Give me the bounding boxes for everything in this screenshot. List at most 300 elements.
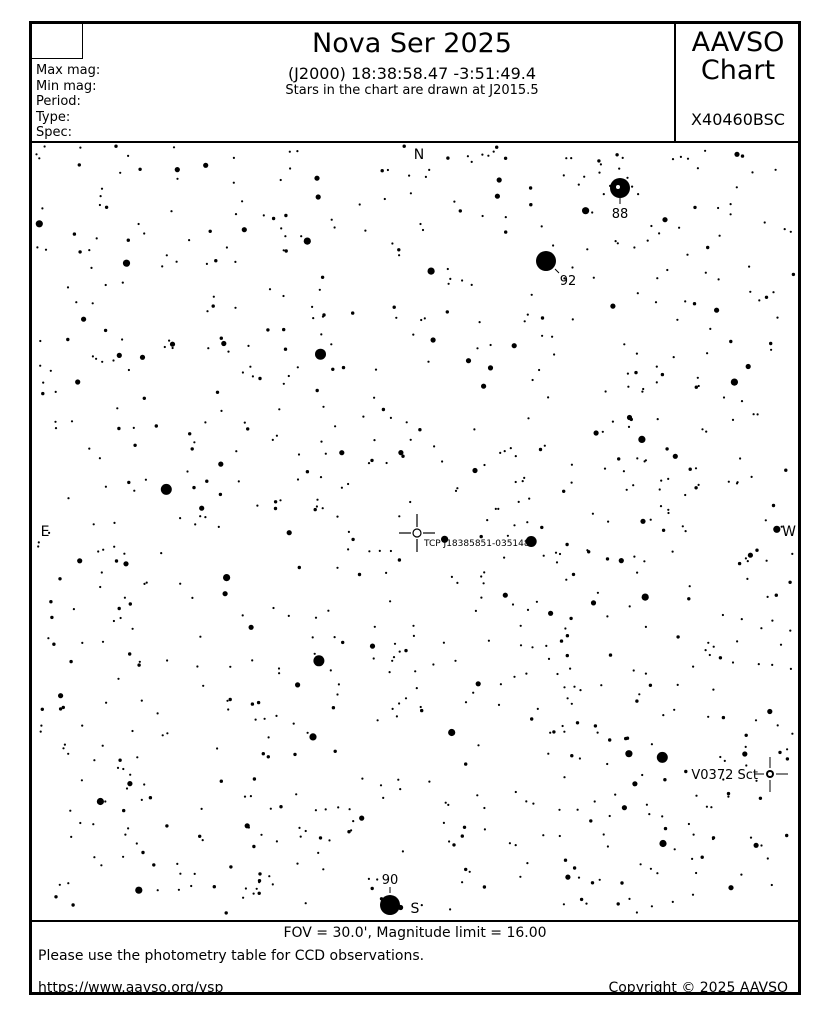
field-star xyxy=(773,526,780,533)
field-star xyxy=(129,602,132,605)
field-star xyxy=(284,348,287,351)
field-star xyxy=(270,808,272,810)
field-star xyxy=(760,844,762,846)
field-star xyxy=(36,220,43,227)
field-star xyxy=(268,875,270,877)
field-star xyxy=(280,179,282,181)
field-star xyxy=(486,519,488,521)
field-star xyxy=(719,656,722,659)
field-star xyxy=(213,885,216,888)
field-star xyxy=(191,597,193,599)
field-star xyxy=(341,641,344,644)
chart-title: Nova Ser 2025 xyxy=(312,28,512,59)
field-star xyxy=(137,663,140,666)
field-star xyxy=(753,413,755,415)
field-star xyxy=(138,223,140,225)
field-star xyxy=(368,550,370,552)
field-star xyxy=(373,657,375,659)
brand-line-2: Chart xyxy=(700,55,776,86)
field-star xyxy=(117,678,119,680)
field-star xyxy=(314,176,319,181)
field-star xyxy=(710,806,712,808)
field-star xyxy=(305,830,307,832)
field-star xyxy=(483,571,485,573)
field-star xyxy=(391,660,393,662)
field-star xyxy=(399,651,401,653)
field-star xyxy=(127,781,132,786)
vsp-link[interactable]: https://www.aavso.org/vsp xyxy=(38,980,224,996)
field-star xyxy=(651,743,653,745)
field-star xyxy=(283,383,285,385)
star-field xyxy=(32,141,802,920)
field-star xyxy=(723,396,725,398)
field-star xyxy=(507,535,509,537)
field-star xyxy=(41,708,44,711)
field-star xyxy=(531,294,533,296)
field-star xyxy=(425,176,427,178)
field-star xyxy=(751,476,753,478)
field-star xyxy=(578,184,580,186)
field-star xyxy=(757,413,759,415)
field-star xyxy=(656,872,658,874)
field-star xyxy=(758,299,760,301)
field-star xyxy=(397,779,399,781)
field-star xyxy=(296,150,298,152)
field-star xyxy=(628,426,630,428)
field-star xyxy=(637,292,639,294)
field-star xyxy=(777,724,779,726)
comp-label-92: 92 xyxy=(559,274,577,289)
field-star xyxy=(272,217,275,220)
field-star xyxy=(226,246,228,248)
field-star xyxy=(133,444,136,447)
field-star xyxy=(67,286,69,288)
field-star xyxy=(563,731,565,733)
field-star xyxy=(736,640,738,642)
field-star xyxy=(102,641,104,643)
field-star xyxy=(515,844,517,846)
field-star xyxy=(161,265,163,267)
field-star xyxy=(212,304,215,307)
field-star xyxy=(41,392,44,395)
field-star xyxy=(93,856,95,858)
field-star xyxy=(50,370,52,372)
field-star xyxy=(497,508,499,510)
field-star xyxy=(745,746,747,748)
field-star xyxy=(113,620,115,622)
field-star xyxy=(636,457,638,459)
field-star xyxy=(143,232,145,234)
south-label: S xyxy=(410,901,420,917)
field-star xyxy=(419,223,421,225)
field-star xyxy=(99,204,101,206)
field-star xyxy=(100,864,102,866)
field-star xyxy=(576,721,579,724)
field-star xyxy=(672,551,674,553)
field-star xyxy=(202,685,204,687)
field-star xyxy=(234,261,236,263)
field-star xyxy=(578,877,580,879)
field-star xyxy=(738,562,741,565)
field-star xyxy=(524,320,526,322)
field-star xyxy=(562,490,565,493)
field-star xyxy=(342,366,345,369)
field-star xyxy=(722,614,724,616)
field-star xyxy=(96,237,98,239)
field-star xyxy=(331,368,334,371)
field-star xyxy=(527,417,529,419)
field-star xyxy=(284,235,286,237)
field-star xyxy=(530,203,532,205)
field-star xyxy=(75,379,80,384)
field-star xyxy=(525,800,527,802)
field-star xyxy=(473,428,475,430)
field-star xyxy=(44,145,46,147)
max-mag-label: Max mag: xyxy=(36,63,101,78)
field-star xyxy=(788,581,791,584)
field-star xyxy=(319,289,321,291)
field-star xyxy=(248,826,250,828)
field-star xyxy=(129,774,131,776)
field-star xyxy=(155,424,158,427)
field-star xyxy=(336,516,338,518)
field-star xyxy=(49,600,52,603)
field-star xyxy=(203,163,208,168)
field-star xyxy=(481,384,486,389)
field-star xyxy=(504,157,507,160)
field-star xyxy=(480,597,482,599)
field-star xyxy=(432,663,434,665)
west-label: W xyxy=(782,524,796,540)
field-star xyxy=(617,242,619,244)
field-star xyxy=(556,673,558,675)
field-star xyxy=(579,689,581,691)
field-star xyxy=(245,887,247,889)
field-star xyxy=(316,194,321,199)
field-star xyxy=(140,355,145,360)
field-star xyxy=(479,321,481,323)
field-star xyxy=(484,828,486,830)
field-star xyxy=(227,708,229,710)
field-star xyxy=(390,417,392,419)
field-star xyxy=(193,441,195,443)
field-star xyxy=(446,156,449,159)
field-star xyxy=(789,630,791,632)
field-star xyxy=(558,809,560,811)
field-star xyxy=(597,159,600,162)
field-star xyxy=(570,754,573,757)
field-star xyxy=(311,306,313,308)
field-star xyxy=(168,340,170,342)
field-star xyxy=(145,479,147,481)
field-star xyxy=(746,578,748,580)
field-star xyxy=(293,723,295,725)
field-star xyxy=(749,291,751,293)
field-star xyxy=(408,175,410,177)
field-star xyxy=(644,460,646,462)
field-star xyxy=(447,268,449,270)
field-star xyxy=(112,359,114,361)
field-star xyxy=(638,693,640,695)
field-star xyxy=(582,207,589,214)
field-star xyxy=(660,480,662,482)
comparison-star-90 xyxy=(380,873,400,915)
field-star xyxy=(740,874,742,876)
field-star xyxy=(687,158,689,160)
field-star xyxy=(617,902,620,905)
field-star xyxy=(289,167,291,169)
field-star xyxy=(656,366,658,368)
field-star xyxy=(627,373,629,375)
field-star xyxy=(398,702,400,704)
field-star xyxy=(213,296,215,298)
field-star xyxy=(471,161,473,163)
field-star xyxy=(650,225,652,227)
field-star xyxy=(101,571,103,573)
field-star xyxy=(206,263,208,265)
field-star xyxy=(267,755,270,758)
field-star xyxy=(707,716,709,718)
field-star xyxy=(765,519,767,521)
variable-info-fields xyxy=(36,63,100,141)
field-star xyxy=(712,689,714,691)
field-star xyxy=(420,706,422,708)
star-field-plot xyxy=(32,141,798,920)
field-star xyxy=(658,232,660,234)
field-star xyxy=(359,203,361,205)
field-star xyxy=(694,486,697,489)
field-star xyxy=(198,835,201,838)
field-star xyxy=(625,750,632,757)
field-star xyxy=(638,436,645,443)
field-star xyxy=(636,911,638,913)
field-star xyxy=(600,684,602,686)
field-star xyxy=(636,572,638,574)
comparison-star-92 xyxy=(536,251,576,289)
field-star xyxy=(693,834,695,836)
field-star xyxy=(67,882,69,884)
field-star xyxy=(642,594,649,601)
field-star xyxy=(589,819,592,822)
field-star xyxy=(504,450,506,452)
field-star xyxy=(607,521,609,523)
field-star xyxy=(487,155,489,157)
field-star xyxy=(390,550,392,552)
field-star xyxy=(179,583,181,585)
field-star xyxy=(772,504,775,507)
field-star xyxy=(659,840,666,847)
field-star xyxy=(298,827,300,829)
field-star xyxy=(602,431,604,433)
field-star xyxy=(717,207,719,209)
field-star xyxy=(300,836,302,838)
field-star xyxy=(663,778,666,781)
field-star xyxy=(322,868,324,870)
field-star xyxy=(620,881,623,884)
field-star xyxy=(540,526,543,529)
field-star xyxy=(549,732,551,734)
field-star xyxy=(256,888,258,890)
field-star xyxy=(785,834,788,837)
field-star xyxy=(79,822,81,824)
field-star xyxy=(141,851,144,854)
field-star xyxy=(665,447,668,450)
field-star xyxy=(403,145,406,148)
field-star xyxy=(569,668,571,670)
ccd-note: Please use the photometry table for CCD observations. xyxy=(38,948,425,964)
field-star xyxy=(105,206,108,209)
field-star xyxy=(404,649,407,652)
field-star xyxy=(632,781,637,786)
field-star xyxy=(778,751,781,754)
field-star xyxy=(477,744,479,746)
field-star xyxy=(751,171,753,173)
field-star xyxy=(449,278,451,280)
field-star xyxy=(522,480,524,482)
field-star xyxy=(531,646,533,648)
field-star xyxy=(45,249,47,251)
field-star xyxy=(66,338,69,341)
field-star xyxy=(657,418,659,420)
field-star xyxy=(276,840,278,842)
field-star xyxy=(649,684,652,687)
field-star xyxy=(336,693,338,695)
field-star xyxy=(81,317,86,322)
field-star xyxy=(373,439,375,441)
field-star xyxy=(566,634,569,637)
field-star xyxy=(97,798,104,805)
field-star xyxy=(677,684,679,686)
field-star xyxy=(316,389,319,392)
field-star xyxy=(358,573,361,576)
field-star xyxy=(461,279,463,281)
field-star xyxy=(249,366,251,368)
field-star xyxy=(160,552,162,554)
field-star xyxy=(495,508,497,510)
field-star xyxy=(594,430,599,435)
field-star xyxy=(731,379,738,386)
field-star xyxy=(520,644,522,646)
field-star xyxy=(162,734,164,736)
field-star xyxy=(288,375,290,377)
field-star xyxy=(328,839,330,841)
field-star xyxy=(764,221,766,223)
field-star xyxy=(564,859,567,862)
field-star xyxy=(515,791,517,793)
field-star xyxy=(81,779,83,781)
field-star xyxy=(258,377,261,380)
east-label: E xyxy=(40,524,50,540)
field-star xyxy=(127,827,129,829)
field-star xyxy=(133,490,135,492)
field-star xyxy=(547,396,549,398)
field-star xyxy=(689,585,691,587)
field-star xyxy=(705,431,707,433)
field-star xyxy=(775,169,777,171)
field-star xyxy=(609,815,611,817)
field-star xyxy=(515,455,517,457)
header-corner-box xyxy=(32,24,83,59)
field-star xyxy=(572,318,574,320)
field-star xyxy=(220,410,222,412)
field-star xyxy=(406,421,408,423)
field-star xyxy=(480,535,483,538)
field-star xyxy=(216,391,219,394)
field-star xyxy=(398,450,403,455)
field-star xyxy=(95,358,97,360)
field-star xyxy=(571,703,573,705)
field-star xyxy=(471,284,473,286)
field-star xyxy=(351,311,354,314)
field-star xyxy=(152,863,155,866)
brand-line-1: AAVSO xyxy=(691,27,785,58)
aavso-brand-box xyxy=(674,24,800,141)
field-star xyxy=(104,800,106,802)
field-star xyxy=(563,903,565,905)
field-star xyxy=(341,487,343,489)
field-star xyxy=(579,757,581,759)
field-star xyxy=(389,671,391,673)
field-star xyxy=(571,482,573,484)
field-star xyxy=(750,837,752,839)
field-star xyxy=(433,445,435,447)
field-star xyxy=(71,420,73,422)
comp-label-88: 88 xyxy=(611,207,629,222)
field-star xyxy=(409,501,411,503)
field-star xyxy=(59,884,61,886)
field-star xyxy=(525,673,527,675)
field-star xyxy=(258,872,261,875)
field-star xyxy=(608,738,611,741)
field-star xyxy=(382,797,384,799)
field-star xyxy=(38,541,40,543)
field-star xyxy=(99,457,101,459)
field-star xyxy=(606,557,609,560)
field-star xyxy=(412,334,414,336)
field-star xyxy=(780,644,782,646)
field-star xyxy=(443,822,445,824)
field-star xyxy=(741,154,744,157)
field-star xyxy=(666,269,668,271)
field-star xyxy=(216,747,218,749)
field-star xyxy=(541,225,543,227)
field-star xyxy=(667,509,669,511)
field-star xyxy=(424,317,426,319)
field-star xyxy=(221,341,226,346)
field-star xyxy=(527,609,529,611)
field-star xyxy=(730,213,732,215)
field-star xyxy=(465,701,467,703)
field-star xyxy=(67,753,69,755)
field-star xyxy=(69,810,71,812)
field-star xyxy=(102,745,104,747)
field-star xyxy=(443,642,445,644)
field-star xyxy=(741,618,743,620)
field-star xyxy=(320,333,322,335)
field-star xyxy=(714,308,719,313)
field-star xyxy=(755,549,758,552)
field-star xyxy=(612,421,614,423)
field-star xyxy=(377,719,379,721)
field-star xyxy=(359,816,364,821)
field-star xyxy=(770,349,772,351)
field-star xyxy=(577,809,579,811)
header-center xyxy=(152,24,672,98)
field-star xyxy=(122,768,124,770)
field-star xyxy=(623,470,625,472)
field-star xyxy=(421,904,423,906)
field-star xyxy=(113,522,115,524)
